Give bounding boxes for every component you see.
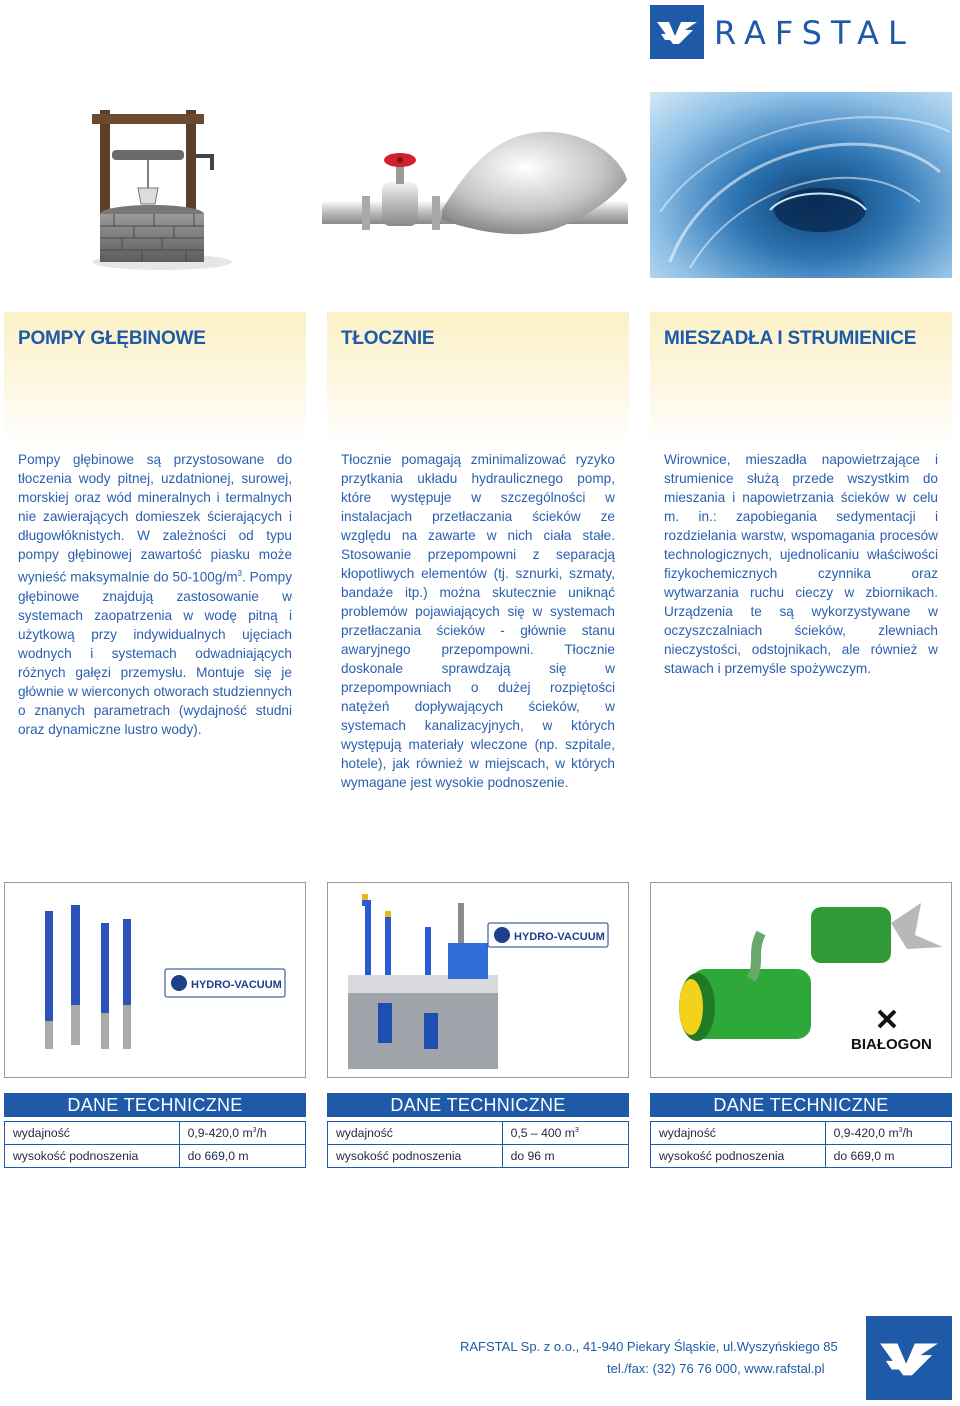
tech-value: do 669,0 m <box>825 1145 951 1168</box>
tech-label: wysokość podnoszenia <box>328 1145 503 1168</box>
tech-value: do 96 m <box>502 1145 628 1168</box>
tech-label: wydajność <box>5 1122 180 1145</box>
column-text-deepwell <box>18 450 292 739</box>
column-text-pressure <box>341 450 615 792</box>
tech-value: 0,9-420,0 $m^3/h$ <box>825 1122 951 1145</box>
column-header-deepwell <box>4 312 306 447</box>
product-logo-label: HYDRO-VACUUM <box>514 931 605 943</box>
tech-table-deepwell <box>4 1093 306 1168</box>
column-header-mixers <box>650 312 952 447</box>
brand-logo-icon <box>650 5 704 59</box>
tech-title: DANE TECHNICZNE <box>327 1093 629 1117</box>
column-title-deepwell: POMPY GŁĘBINOWE <box>18 328 206 349</box>
column-text-mixers <box>664 450 938 678</box>
text-part-a: Tłocznie pomagają zminimalizować ryzyko przytkania układu hydraulicznego pomp, które występuje w szczególności w instalacjach przetłaczania ścieków ze względu na zawarte w nich ciała stałe. Stosowanie przepompowni z separacją kłopotliwych elementów (tj. sznurki, szmaty, bandaże itp.) można skutecznie uniknąć problemów pojawiających się w systemach przetłaczania ścieków - głównie stanu awaryjnego przepompowni. Tłocznie doskonale sprawdzają się w przepompowniach o dużej rozpiętości natężeń dopływających ścieków, w systemach kanalizacyjnych, w których występują materiały wleczone (np. szpitale, hotele), jak również w miejscach, w których wymagane jest wysokie podnoszenie. <box>341 452 615 790</box>
tech-label: wydajność <box>328 1122 503 1145</box>
table-row <box>328 1122 629 1145</box>
text-sup: 3 <box>237 569 242 578</box>
table-row <box>5 1145 306 1168</box>
table-row <box>328 1145 629 1168</box>
product-logo-label: HYDRO-VACUUM <box>191 979 282 991</box>
tech-label: wysokość podnoszenia <box>5 1145 180 1168</box>
tech-value: do 669,0 m <box>179 1145 305 1168</box>
tech-title: DANE TECHNICZNE <box>650 1093 952 1117</box>
footer-logo-icon <box>866 1316 952 1400</box>
pipe-image <box>322 120 628 270</box>
footer-address: RAFSTAL Sp. z o.o., 41-940 Piekary Śląskie, ul.Wyszyńskiego 85 <box>460 1339 838 1354</box>
column-title-mixers: MIESZADŁA I STRUMIENICE <box>664 328 917 349</box>
tech-label: wysokość podnoszenia <box>651 1145 826 1168</box>
tech-label: wydajność <box>651 1122 826 1145</box>
text-part-a: Pompy głębinowe są przystosowane do tłoczenia wody pitnej, uzdatnionej, surowej, morskiej oraz wód mineralnych i termalnych nie zawierających domieszek ścierających i długowłóknistych. W zależności od typu pompy głębinowej zawartość piasku może wynieść maksymalnie do 50-100g/m <box>18 452 292 585</box>
tech-value: 0,5 – 400 $m^3$ <box>502 1122 628 1145</box>
table-row <box>5 1122 306 1145</box>
text-part-a: Wirownice, mieszadła napowietrzające i strumienice służą przede wszystkim do mieszania i napowietrzania ścieków w celu m. in.: zapobiegania sedymentacji i rozdzielania warstw, wspomagania procesów technologicznych, ujednolicaniu właściwości fizykochemicznych czynnika oraz wytwarzania ruchu cieczy w zbiornikach. Urządzenia te są wykorzystywane w oczyszczalniach ścieków, zlewniach nieczystości, odstojnikach, ale również w stawach i przemyśle spożywczym. <box>664 452 938 676</box>
deepwell-pump-photo <box>4 882 306 1078</box>
pressure-station-photo <box>327 882 629 1078</box>
text-part-b: . Pompy głębinowe znajdują zastosowanie w systemach zaopatrzenia w wodę pitną i użytkową przy indywidualnych ujęciach wodnych i systemach odwadniających różnych gałęzi przemysłu. Montuje się je głównie w wierconych otworach studziennych o znanych parametrach (wydajność studni oraz dynamiczne lustro wody). <box>18 569 292 737</box>
well-image <box>62 92 262 272</box>
column-title-pressure: TŁOCZNIE <box>341 328 435 349</box>
tech-table-pressure <box>327 1093 629 1168</box>
mixer-photo <box>650 882 952 1078</box>
column-header-pressure <box>327 312 629 447</box>
table-row <box>651 1145 952 1168</box>
product-logo-label: BIAŁOGON <box>851 1036 932 1053</box>
water-swirl-image <box>650 92 952 278</box>
tech-table-mixers <box>650 1093 952 1168</box>
tech-title: DANE TECHNICZNE <box>4 1093 306 1117</box>
brand-name: RAFSTAL <box>714 14 915 52</box>
footer-contact[interactable]: tel./fax: (32) 76 76 000, www.rafstal.pl <box>607 1361 825 1376</box>
table-row <box>651 1122 952 1145</box>
tech-value: 0,9-420,0 $m^3/h$ <box>179 1122 305 1145</box>
